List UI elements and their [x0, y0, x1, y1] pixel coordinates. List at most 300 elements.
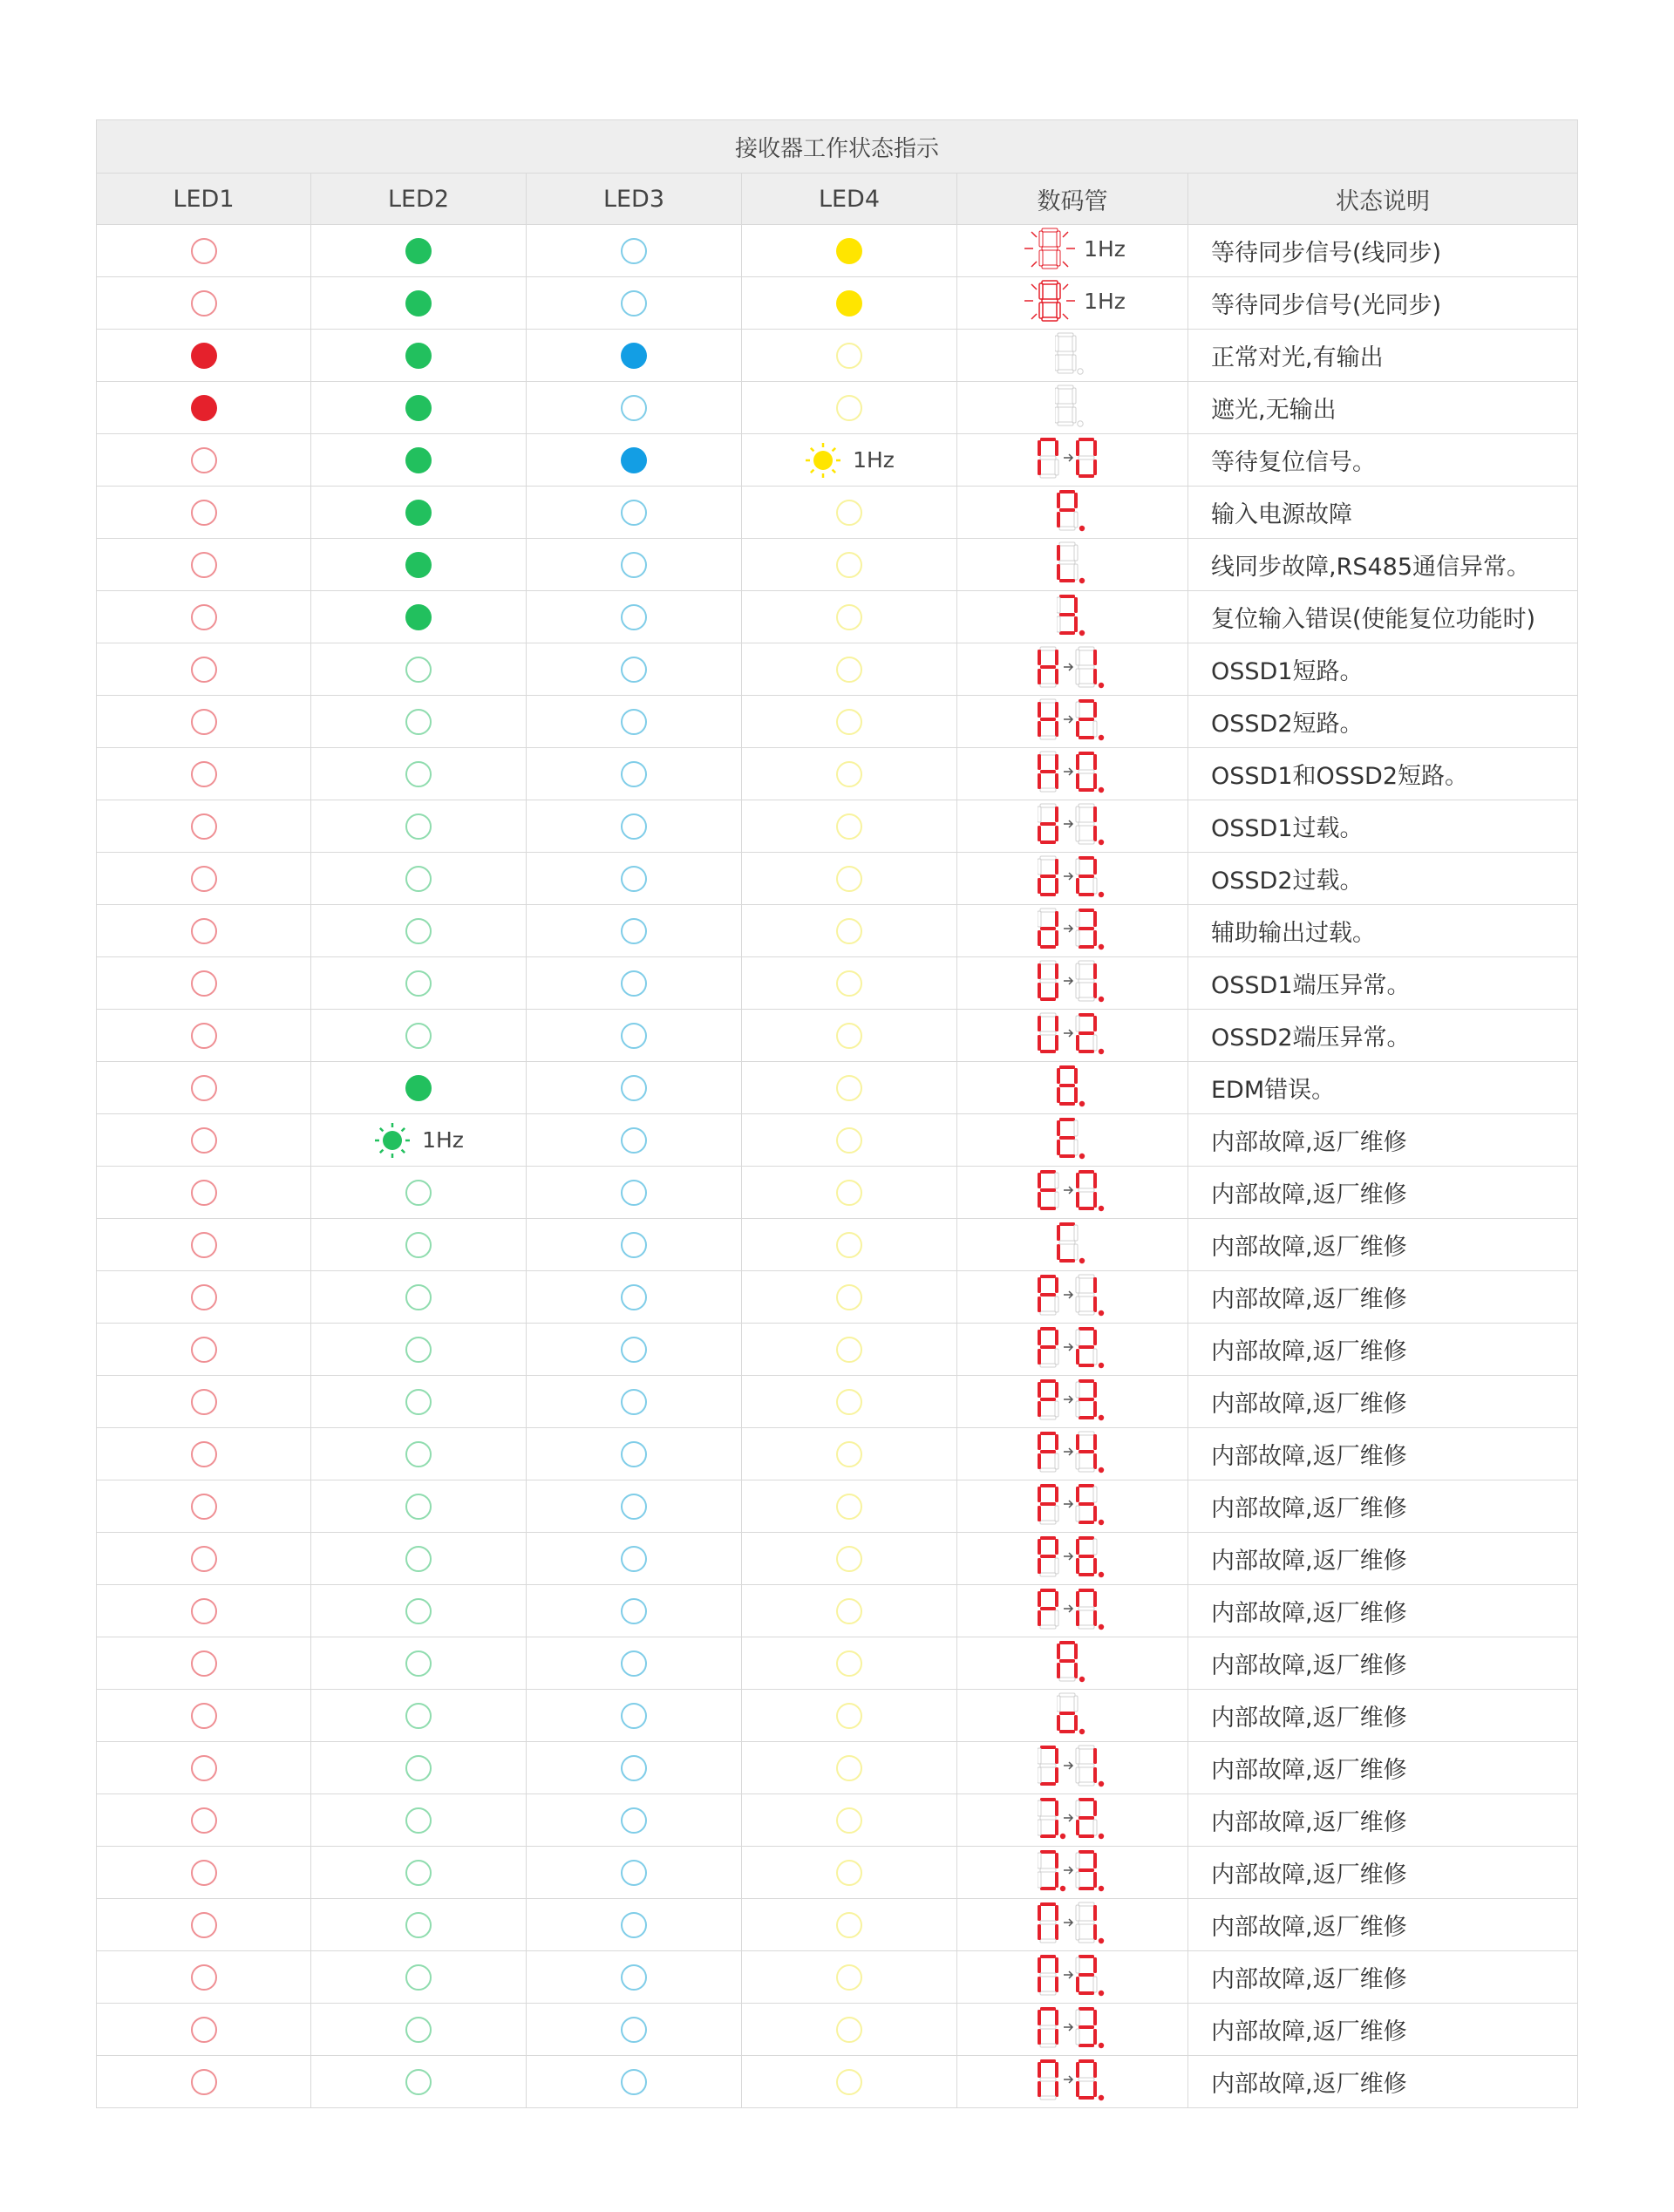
led-off-icon	[405, 1755, 432, 1781]
led-off-icon	[405, 1232, 432, 1258]
table-row	[97, 1585, 1578, 1637]
led4-cell	[742, 1690, 957, 1742]
led-off-icon	[836, 1546, 862, 1572]
led3-cell	[527, 434, 742, 487]
led1-cell	[97, 1428, 311, 1480]
table-row	[97, 1062, 1578, 1114]
led1-cell	[97, 1533, 311, 1585]
digit-code	[1038, 1901, 1107, 1946]
table-row	[97, 1533, 1578, 1585]
led-off-icon	[621, 1860, 647, 1886]
led-off-icon	[836, 343, 862, 369]
status-description: OSSD2过载。	[1188, 853, 1578, 905]
led4-cell	[742, 905, 957, 957]
led4-cell	[742, 1585, 957, 1637]
seven-segment-display	[1038, 645, 1107, 691]
table-row	[97, 1428, 1578, 1480]
led-off-icon	[191, 1860, 217, 1886]
led2-cell	[311, 225, 527, 277]
led3-cell	[527, 2004, 742, 2056]
led-off-icon	[621, 709, 647, 735]
seven-segment-display	[1038, 1273, 1107, 1318]
led1-cell	[97, 1794, 311, 1847]
led4-cell	[742, 2056, 957, 2108]
led1-cell	[97, 330, 311, 382]
seven-segment-display	[1038, 1168, 1107, 1214]
display-cell	[957, 1847, 1188, 1899]
table-row	[97, 1637, 1578, 1690]
led-off-icon	[621, 1441, 647, 1467]
status-description: 内部故障,返厂维修	[1188, 1899, 1578, 1951]
status-description: OSSD1过载。	[1188, 800, 1578, 853]
digit-code	[1038, 1796, 1107, 1841]
table-row	[97, 2004, 1578, 2056]
led3-cell	[527, 1794, 742, 1847]
led-off-icon	[405, 1650, 432, 1677]
led-on-icon	[836, 290, 862, 316]
led1-cell	[97, 2056, 311, 2108]
led1-cell	[97, 1324, 311, 1376]
blink-frequency: 1Hz	[1084, 236, 1126, 262]
led-on-icon	[405, 343, 432, 369]
digit-code	[1038, 645, 1107, 691]
led2-cell	[311, 1951, 527, 2004]
digit-code	[1038, 1430, 1107, 1475]
digit-code	[1038, 1273, 1107, 1318]
led3-cell	[527, 1114, 742, 1167]
status-description: 等待复位信号。	[1188, 434, 1578, 487]
led-off-icon	[405, 866, 432, 892]
display-cell	[957, 748, 1188, 800]
table-row	[97, 1219, 1578, 1271]
led2-cell	[311, 1324, 527, 1376]
display-cell	[957, 225, 1188, 277]
digit-code	[1038, 2005, 1107, 2051]
display-cell	[957, 1742, 1188, 1794]
display-cell	[957, 1951, 1188, 2004]
led1-cell	[97, 2004, 311, 2056]
status-description: 输入电源故障	[1188, 487, 1578, 539]
led1-cell	[97, 1637, 311, 1690]
status-description: 内部故障,返厂维修	[1188, 1847, 1578, 1899]
header-description: 状态说明	[1188, 174, 1578, 225]
seven-segment-display	[1038, 698, 1107, 743]
status-description: 等待同步信号(光同步)	[1188, 277, 1578, 330]
led4-cell	[742, 591, 957, 643]
blinking-digit-icon	[1019, 279, 1080, 324]
led-on-icon	[405, 500, 432, 526]
led3-cell	[527, 1324, 742, 1376]
led2-cell	[311, 1794, 527, 1847]
led-off-icon	[191, 1703, 217, 1729]
table-row	[97, 643, 1578, 696]
led-off-icon	[191, 1494, 217, 1520]
led-off-icon	[836, 761, 862, 787]
status-description: 等待同步信号(线同步)	[1188, 225, 1578, 277]
led-off-icon	[621, 1075, 647, 1101]
led-off-icon	[621, 1180, 647, 1206]
digit-code	[1038, 1953, 1107, 1998]
led-off-icon	[405, 761, 432, 787]
led-off-icon	[621, 604, 647, 630]
digit-code	[1038, 436, 1107, 481]
seven-segment-display	[1038, 436, 1107, 481]
led4-cell	[742, 1428, 957, 1480]
digit-code	[1038, 1482, 1107, 1528]
led2-cell	[311, 1376, 527, 1428]
display-cell	[957, 1899, 1188, 1951]
led4-cell	[742, 1271, 957, 1324]
led-off-icon	[191, 1755, 217, 1781]
display-cell	[957, 1794, 1188, 1847]
led3-cell	[527, 1428, 742, 1480]
led2-cell	[311, 1062, 527, 1114]
led-off-icon	[621, 1546, 647, 1572]
seven-segment-display	[1055, 331, 1090, 377]
led2-cell	[311, 643, 527, 696]
seven-segment-display	[1038, 1430, 1107, 1475]
table-row	[97, 1951, 1578, 2004]
led1-cell	[97, 1585, 311, 1637]
led4-cell	[742, 1794, 957, 1847]
led4-cell	[742, 1847, 957, 1899]
display-cell	[957, 853, 1188, 905]
table-row	[97, 1794, 1578, 1847]
led-off-icon	[191, 1337, 217, 1363]
table-row	[97, 2056, 1578, 2108]
led4-cell	[742, 1951, 957, 2004]
blinking-digit-icon	[1019, 227, 1080, 272]
led3-cell	[527, 853, 742, 905]
status-description: 内部故障,返厂维修	[1188, 1533, 1578, 1585]
led3-cell	[527, 1690, 742, 1742]
led-off-icon	[191, 1023, 217, 1049]
status-description: OSSD1短路。	[1188, 643, 1578, 696]
seven-segment-display	[1038, 1953, 1107, 1998]
seven-segment-display	[1057, 1221, 1088, 1266]
led-off-icon	[405, 1441, 432, 1467]
status-description: OSSD1端压异常。	[1188, 957, 1578, 1010]
blank-digit-icon	[1055, 384, 1090, 429]
led3-cell	[527, 225, 742, 277]
led2-cell	[311, 382, 527, 434]
led-on-icon	[836, 238, 862, 264]
led-off-icon	[621, 761, 647, 787]
display-cell	[957, 800, 1188, 853]
led-off-icon	[405, 1598, 432, 1624]
led4-cell	[742, 539, 957, 591]
led1-cell	[97, 1219, 311, 1271]
led-off-icon	[191, 238, 217, 264]
led-on-icon	[405, 552, 432, 578]
display-cell	[957, 1533, 1188, 1585]
display-cell	[957, 1219, 1188, 1271]
led3-cell	[527, 800, 742, 853]
table-row	[97, 1480, 1578, 1533]
led-off-icon	[621, 1650, 647, 1677]
led2-cell	[311, 1847, 527, 1899]
led-off-icon	[836, 657, 862, 683]
led-off-icon	[836, 1860, 862, 1886]
led-off-icon	[836, 813, 862, 840]
display-cell	[957, 1010, 1188, 1062]
led1-cell	[97, 957, 311, 1010]
led-off-icon	[836, 1337, 862, 1363]
led3-cell	[527, 1899, 742, 1951]
digit-code	[1038, 698, 1107, 743]
seven-segment-display	[1055, 384, 1090, 429]
table-row	[97, 1167, 1578, 1219]
digit-code	[1038, 907, 1107, 952]
led-off-icon	[621, 970, 647, 997]
seven-segment-display	[1057, 1639, 1088, 1685]
table-row	[97, 1847, 1578, 1899]
led3-cell	[527, 1219, 742, 1271]
led4-cell	[742, 434, 957, 487]
digit-code	[1038, 959, 1107, 1004]
header-led2: LED2	[311, 174, 527, 225]
display-cell	[957, 1637, 1188, 1690]
led2-cell	[311, 277, 527, 330]
led-off-icon	[191, 1389, 217, 1415]
led-off-icon	[191, 1807, 217, 1834]
table-row	[97, 1271, 1578, 1324]
led1-cell	[97, 1899, 311, 1951]
seven-segment-display	[1057, 1064, 1088, 1109]
led-off-icon	[621, 1127, 647, 1154]
digit-code	[1038, 1744, 1107, 1789]
led4-cell	[742, 225, 957, 277]
led-off-icon	[836, 918, 862, 944]
status-description: 内部故障,返厂维修	[1188, 1167, 1578, 1219]
led4-cell	[742, 800, 957, 853]
led3-cell	[527, 591, 742, 643]
seven-segment-display	[1038, 1325, 1107, 1371]
status-description: OSSD2端压异常。	[1188, 1010, 1578, 1062]
display-cell	[957, 330, 1188, 382]
led-off-icon	[621, 657, 647, 683]
led-on-icon	[191, 395, 217, 421]
digit-code	[1057, 541, 1088, 586]
led-off-icon	[405, 657, 432, 683]
led1-cell	[97, 1480, 311, 1533]
table-row	[97, 1376, 1578, 1428]
seven-segment-display	[1019, 279, 1126, 324]
led4-cell	[742, 1637, 957, 1690]
led1-cell	[97, 1742, 311, 1794]
led-off-icon	[836, 1075, 862, 1101]
led1-cell	[97, 591, 311, 643]
table-row	[97, 591, 1578, 643]
led-off-icon	[191, 290, 217, 316]
led-off-icon	[621, 552, 647, 578]
led3-cell	[527, 1480, 742, 1533]
led-off-icon	[621, 1389, 647, 1415]
led-off-icon	[191, 2017, 217, 2043]
led2-cell	[311, 696, 527, 748]
led-off-icon	[836, 1023, 862, 1049]
display-cell	[957, 1428, 1188, 1480]
led1-cell	[97, 487, 311, 539]
led4-cell	[742, 1010, 957, 1062]
seven-segment-display	[1038, 1378, 1107, 1423]
led4-cell	[742, 487, 957, 539]
led2-cell	[311, 434, 527, 487]
led3-cell	[527, 330, 742, 382]
status-table	[96, 119, 1578, 2108]
status-description: 内部故障,返厂维修	[1188, 1271, 1578, 1324]
display-cell	[957, 1167, 1188, 1219]
table-row	[97, 1690, 1578, 1742]
status-description: 内部故障,返厂维修	[1188, 1428, 1578, 1480]
led-off-icon	[405, 970, 432, 997]
led1-cell	[97, 225, 311, 277]
seven-segment-display	[1038, 854, 1107, 900]
table-row	[97, 696, 1578, 748]
table-row	[97, 225, 1578, 277]
led-off-icon	[191, 1441, 217, 1467]
led-off-icon	[621, 290, 647, 316]
led-on-icon	[621, 447, 647, 473]
led2-cell	[311, 1428, 527, 1480]
digit-code	[1038, 750, 1107, 795]
table-row	[97, 1114, 1578, 1167]
display-cell	[957, 382, 1188, 434]
seven-segment-display	[1038, 1744, 1107, 1789]
display-cell	[957, 905, 1188, 957]
led3-cell	[527, 1847, 742, 1899]
led4-cell	[742, 1742, 957, 1794]
table-row	[97, 434, 1578, 487]
led3-cell	[527, 2056, 742, 2108]
led2-cell	[311, 1271, 527, 1324]
led-off-icon	[836, 1755, 862, 1781]
display-cell	[957, 696, 1188, 748]
table-row	[97, 957, 1578, 1010]
led-off-icon	[621, 1494, 647, 1520]
table-row	[97, 1742, 1578, 1794]
digit-code	[1057, 1064, 1088, 1109]
led4-cell	[742, 1219, 957, 1271]
table-row	[97, 330, 1578, 382]
led-off-icon	[405, 1494, 432, 1520]
display-cell	[957, 1480, 1188, 1533]
led2-cell	[311, 539, 527, 591]
led-off-icon	[836, 604, 862, 630]
seven-segment-display	[1038, 1901, 1107, 1946]
status-description: 内部故障,返厂维修	[1188, 1114, 1578, 1167]
led-on-icon	[405, 447, 432, 473]
display-cell	[957, 1324, 1188, 1376]
led-off-icon	[405, 1807, 432, 1834]
led2-cell	[311, 1480, 527, 1533]
led2-cell	[311, 1585, 527, 1637]
table-row	[97, 1010, 1578, 1062]
seven-segment-display	[1019, 227, 1126, 272]
led3-cell	[527, 539, 742, 591]
led1-cell	[97, 1690, 311, 1742]
header-led1: LED1	[97, 174, 311, 225]
led2-cell	[311, 957, 527, 1010]
table-title: 接收器工作状态指示	[97, 120, 1578, 174]
led2-cell	[311, 1690, 527, 1742]
led4-cell	[742, 382, 957, 434]
led-off-icon	[191, 657, 217, 683]
digit-code	[1038, 1325, 1107, 1371]
display-cell	[957, 2056, 1188, 2108]
led1-cell	[97, 1114, 311, 1167]
led-off-icon	[621, 1912, 647, 1938]
led4-cell	[742, 1062, 957, 1114]
led4-cell	[742, 853, 957, 905]
led-off-icon	[191, 866, 217, 892]
led-off-icon	[621, 1964, 647, 1991]
led-on-icon	[405, 1075, 432, 1101]
led2-cell	[311, 800, 527, 853]
flash-frequency: 1Hz	[422, 1127, 464, 1153]
led1-cell	[97, 643, 311, 696]
status-description: 内部故障,返厂维修	[1188, 1219, 1578, 1271]
digit-code	[1057, 1116, 1088, 1161]
led1-cell	[97, 539, 311, 591]
led-off-icon	[836, 395, 862, 421]
led-off-icon	[621, 918, 647, 944]
seven-segment-display	[1038, 1535, 1107, 1580]
led4-cell	[742, 643, 957, 696]
seven-segment-display	[1038, 1796, 1107, 1841]
led3-cell	[527, 277, 742, 330]
led-off-icon	[621, 1703, 647, 1729]
led1-cell	[97, 905, 311, 957]
led-off-icon	[191, 552, 217, 578]
led-off-icon	[405, 1180, 432, 1206]
table-row	[97, 748, 1578, 800]
led-off-icon	[191, 709, 217, 735]
status-description: 内部故障,返厂维修	[1188, 1324, 1578, 1376]
seven-segment-display	[1057, 593, 1088, 638]
led2-cell	[311, 1219, 527, 1271]
seven-segment-display	[1038, 959, 1107, 1004]
led-off-icon	[405, 2017, 432, 2043]
display-cell	[957, 2004, 1188, 2056]
led-off-icon	[836, 1127, 862, 1154]
led-off-icon	[836, 1494, 862, 1520]
led-off-icon	[836, 1180, 862, 1206]
led4-cell	[742, 957, 957, 1010]
status-description: 遮光,无输出	[1188, 382, 1578, 434]
led2-cell	[311, 748, 527, 800]
led-off-icon	[836, 1650, 862, 1677]
led-off-icon	[405, 918, 432, 944]
status-description: 复位输入错误(使能复位功能时)	[1188, 591, 1578, 643]
led-off-icon	[836, 500, 862, 526]
led-off-icon	[621, 238, 647, 264]
seven-segment-display	[1057, 541, 1088, 586]
led3-cell	[527, 1637, 742, 1690]
led-off-icon	[836, 970, 862, 997]
table-row	[97, 1324, 1578, 1376]
blank-digit-icon	[1055, 331, 1090, 377]
led-off-icon	[191, 500, 217, 526]
digit-code	[1038, 1168, 1107, 1214]
led1-cell	[97, 748, 311, 800]
digit-code	[1038, 1535, 1107, 1580]
table-row	[97, 853, 1578, 905]
led-off-icon	[836, 866, 862, 892]
led3-cell	[527, 1010, 742, 1062]
header-led3: LED3	[527, 174, 742, 225]
led-off-icon	[621, 500, 647, 526]
